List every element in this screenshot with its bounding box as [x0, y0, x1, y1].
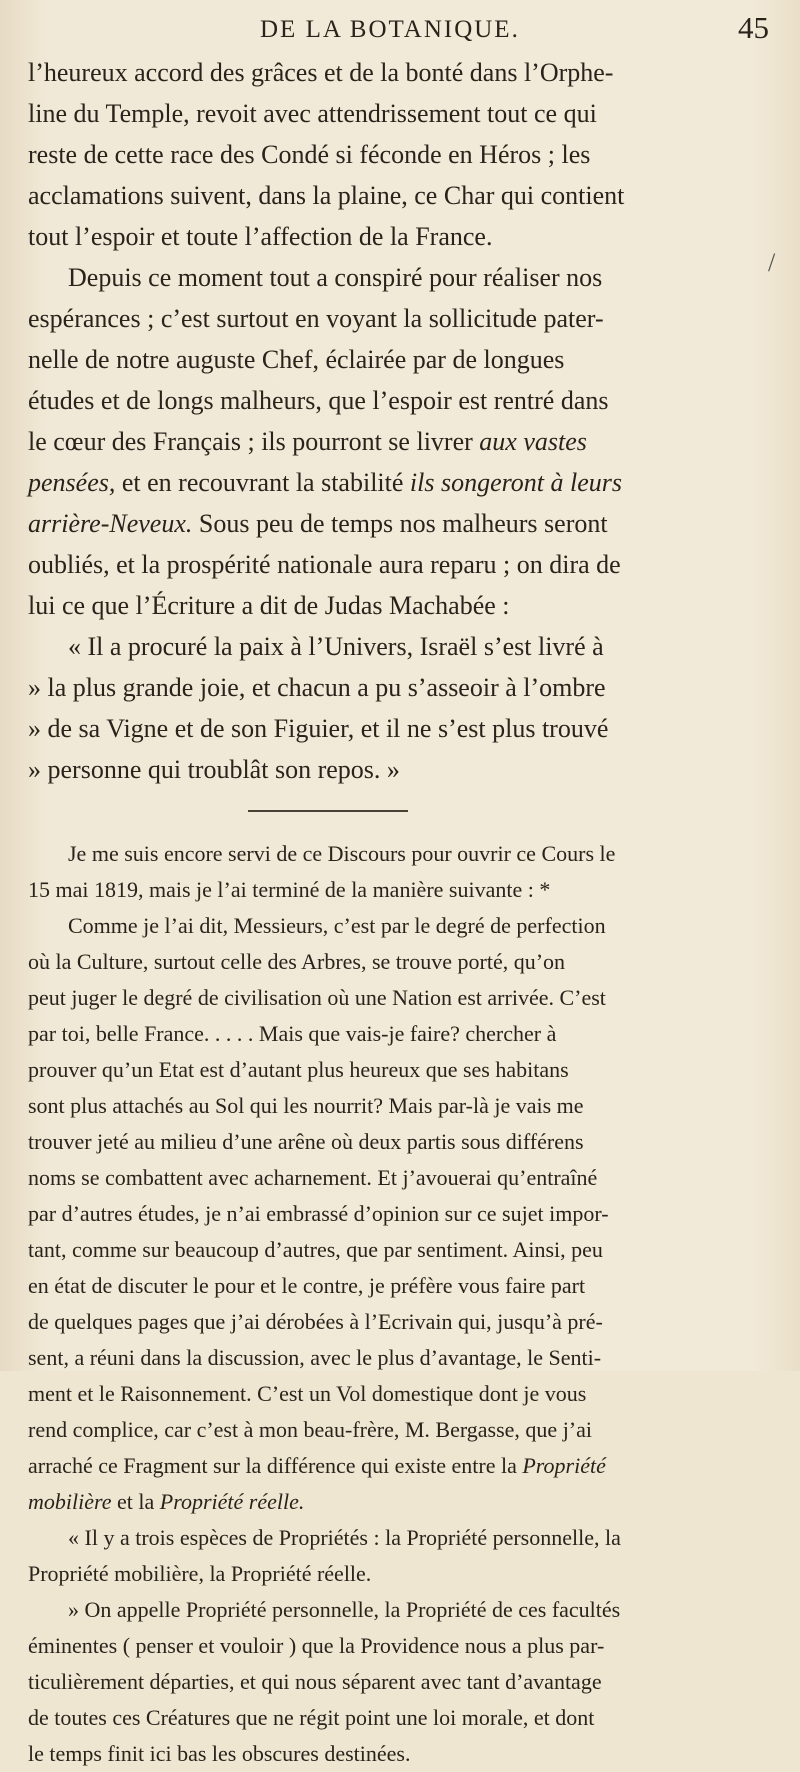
text-line: « Il y a trois espèces de Propriétés : la Propriété personnelle, la — [68, 1525, 621, 1550]
section-divider — [248, 810, 408, 812]
text-line: lui ce que l’Écriture a dit de Judas Machabée : — [28, 591, 510, 620]
text-line: 15 mai 1819, mais je l’ai terminé de la manière suivante : * — [28, 877, 551, 902]
margin-mark: / — [768, 248, 776, 277]
quote-line: » de sa Vigne et de son Figuier, et il ne s’est plus trouvé — [28, 714, 609, 743]
italic-run: Propriété — [522, 1453, 606, 1478]
text-line — [28, 421, 728, 462]
text-line: rend complice, car c’est à mon beau-frère, M. Bergasse, que j’ai — [28, 1417, 593, 1442]
italic-run: ils songeront à leurs — [409, 468, 623, 497]
text-line: Comme je l’ai dit, Messieurs, c’est par le degré de perfection — [68, 913, 606, 938]
text-line: espérances ; c’est surtout en voyant la sollicitude pater- — [28, 304, 604, 333]
italic-run: pensées, — [28, 468, 116, 497]
text-line — [28, 462, 728, 503]
text-line: nelle de notre auguste Chef, éclairée par de longues — [28, 345, 565, 374]
text-line: études et de longs malheurs, que l’espoir est rentré dans — [28, 386, 609, 415]
quote-line: « Il a procuré la paix à l’Univers, Israël s’est livré à — [68, 632, 604, 661]
text-run: et la — [111, 1489, 160, 1514]
quotation-judas-machabee — [28, 626, 728, 790]
text-line: noms se combattent avec acharnement. Et j’avouerai qu’entraîné — [28, 1165, 598, 1190]
text-line: ticulièrement départies, et qui nous séparent avec tant d’avantage — [28, 1669, 602, 1694]
text-line: où la Culture, surtout celle des Arbres, se trouve porté, qu’on — [28, 949, 566, 974]
text-line — [28, 1448, 728, 1484]
text-run: Sous peu de temps nos malheurs seront — [192, 509, 608, 538]
text-line: tant, comme sur beaucoup d’autres, que par sentiment. Ainsi, peu — [28, 1237, 603, 1262]
text-line: éminentes ( penser et vouloir ) que la Providence nous a plus par- — [28, 1633, 605, 1658]
body-text — [28, 52, 728, 1772]
italic-run: Propriété réelle. — [159, 1489, 305, 1514]
text-run: et en recouvrant la stabilité — [115, 468, 410, 497]
quote-line: » la plus grande joie, et chacun a pu s’asseoir à l’ombre — [28, 673, 606, 702]
paragraph-discours — [28, 836, 728, 1772]
text-line: en état de discuter le pour et le contre, je préfère vous faire part — [28, 1273, 586, 1298]
text-line: l’heureux accord des grâces et de la bonté dans l’Orphe- — [28, 58, 614, 87]
page-number: 45 — [738, 10, 769, 45]
text-line — [28, 503, 728, 544]
quote-line: » personne qui troublât son repos. » — [28, 755, 400, 784]
text-line: sent, a réuni dans la discussion, avec le plus d’avantage, le Senti- — [28, 1345, 602, 1370]
paragraph-heureux-accord — [28, 52, 728, 257]
text-run: le cœur des Français ; ils pourront se livrer — [28, 427, 480, 456]
page-header — [0, 10, 800, 50]
italic-run: aux vastes — [479, 427, 587, 456]
text-line: par toi, belle France. . . . . Mais que vais-je faire? chercher à — [28, 1021, 557, 1046]
text-line: line du Temple, revoit avec attendrissement tout ce qui — [28, 99, 597, 128]
text-run: arraché ce Fragment sur la différence qui existe entre la — [28, 1453, 523, 1478]
running-title: DE LA BOTANIQUE. — [260, 16, 520, 43]
text-line: le temps finit ici bas les obscures destinées. — [28, 1741, 411, 1766]
text-line: trouver jeté au milieu d’une arêne où deux partis sous différens — [28, 1129, 584, 1154]
text-line: prouver qu’un Etat est d’autant plus heureux que ses habitans — [28, 1057, 569, 1082]
text-line: de toutes ces Créatures que ne régit point une loi morale, et dont — [28, 1705, 595, 1730]
italic-run: mobilière — [28, 1489, 112, 1514]
text-line — [28, 1484, 728, 1520]
text-line: de quelques pages que j’ai dérobées à l’Ecrivain qui, jusqu’à pré- — [28, 1309, 603, 1334]
paragraph-depuis-ce-moment — [28, 257, 728, 626]
text-line: Je me suis encore servi de ce Discours pour ouvrir ce Cours le — [68, 841, 616, 866]
text-line: Depuis ce moment tout a conspiré pour réaliser nos — [68, 263, 603, 292]
text-line: reste de cette race des Condé si féconde en Héros ; les — [28, 140, 591, 169]
text-line: oubliés, et la prospérité nationale aura reparu ; on dira de — [28, 550, 621, 579]
text-line: ment et le Raisonnement. C’est un Vol domestique dont je vous — [28, 1381, 587, 1406]
text-line: Propriété mobilière, la Propriété réelle. — [28, 1561, 372, 1586]
text-line: acclamations suivent, dans la plaine, ce Char qui contient — [28, 181, 625, 210]
italic-run: arrière-Neveux. — [28, 509, 193, 538]
text-line: » On appelle Propriété personnelle, la Propriété de ces facultés — [68, 1597, 621, 1622]
text-line: peut juger le degré de civilisation où une Nation est arrivée. C’est — [28, 985, 606, 1010]
text-line: par d’autres études, je n’ai embrassé d’opinion sur ce sujet impor- — [28, 1201, 609, 1226]
text-line: sont plus attachés au Sol qui les nourrit? Mais par-là je vais me — [28, 1093, 584, 1118]
text-line: tout l’espoir et toute l’affection de la France. — [28, 222, 493, 251]
